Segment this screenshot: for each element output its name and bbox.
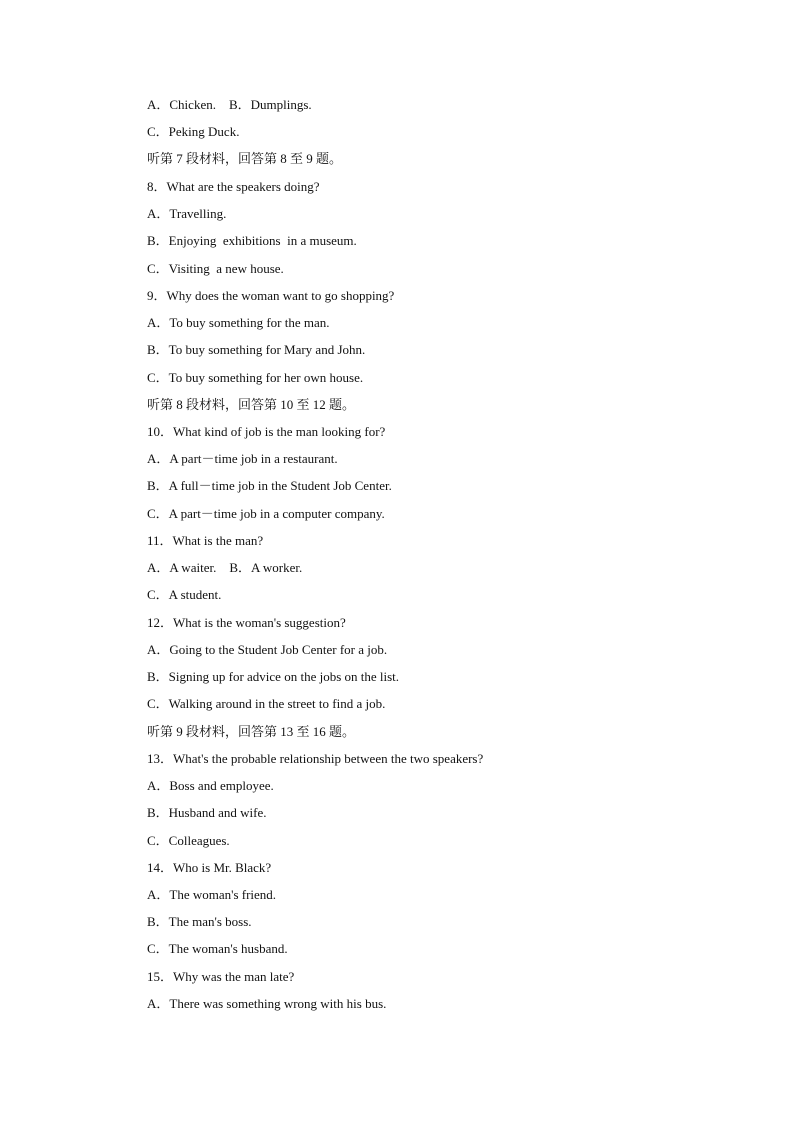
option-line: C．Peking Duck. (147, 124, 240, 139)
option-line: B．Signing up for advice on the jobs on the list. (147, 669, 400, 684)
option-line: C．The woman's husband. (147, 941, 288, 956)
option-line: C．Visiting a new house. (147, 261, 284, 276)
option-line: B．Enjoying exhibitions in a museum. (147, 233, 357, 248)
option-line: A．The woman's friend. (147, 887, 277, 902)
question-14: 14．Who is Mr. Black? (147, 860, 272, 875)
question-8: 8．What are the speakers doing? (147, 179, 320, 194)
question-9: 9．Why does the woman want to go shopping? (147, 288, 395, 303)
question-15: 15．Why was the man late? (147, 969, 295, 984)
option-line: A．To buy something for the man. (147, 315, 330, 330)
section-heading: 听第 8 段材料，回答第 10 至 12 题。 (147, 397, 356, 412)
question-12: 12．What is the woman's suggestion? (147, 615, 346, 630)
option-line: C．A part－time job in a computer company. (147, 506, 385, 521)
option-line: C．Walking around in the street to find a job. (147, 696, 386, 711)
option-line: B．The man's boss. (147, 914, 252, 929)
option-line: C．A student. (147, 587, 222, 602)
section-heading: 听第 9 段材料，回答第 13 至 16 题。 (147, 724, 356, 739)
section-heading: 听第 7 段材料，回答第 8 至 9 题。 (147, 151, 343, 166)
option-line: A．Going to the Student Job Center for a job. (147, 642, 388, 657)
option-line: A．There was something wrong with his bus. (147, 996, 387, 1011)
option-line: B．A full－time job in the Student Job Center. (147, 478, 392, 493)
option-line: C．To buy something for her own house. (147, 370, 364, 385)
option-line: A．A waiter. B．A worker. (147, 560, 303, 575)
option-line: B．To buy something for Mary and John. (147, 342, 366, 357)
option-line: A．Chicken. B．Dumplings. (147, 97, 312, 112)
option-line: A．A part－time job in a restaurant. (147, 451, 338, 466)
option-line: A．Travelling. (147, 206, 227, 221)
question-10: 10．What kind of job is the man looking for? (147, 424, 386, 439)
question-13: 13．What's the probable relationship between the two speakers? (147, 751, 484, 766)
option-line: C．Colleagues. (147, 833, 230, 848)
option-line: A．Boss and employee. (147, 778, 274, 793)
question-11: 11．What is the man? (147, 533, 264, 548)
option-line: B．Husband and wife. (147, 805, 267, 820)
